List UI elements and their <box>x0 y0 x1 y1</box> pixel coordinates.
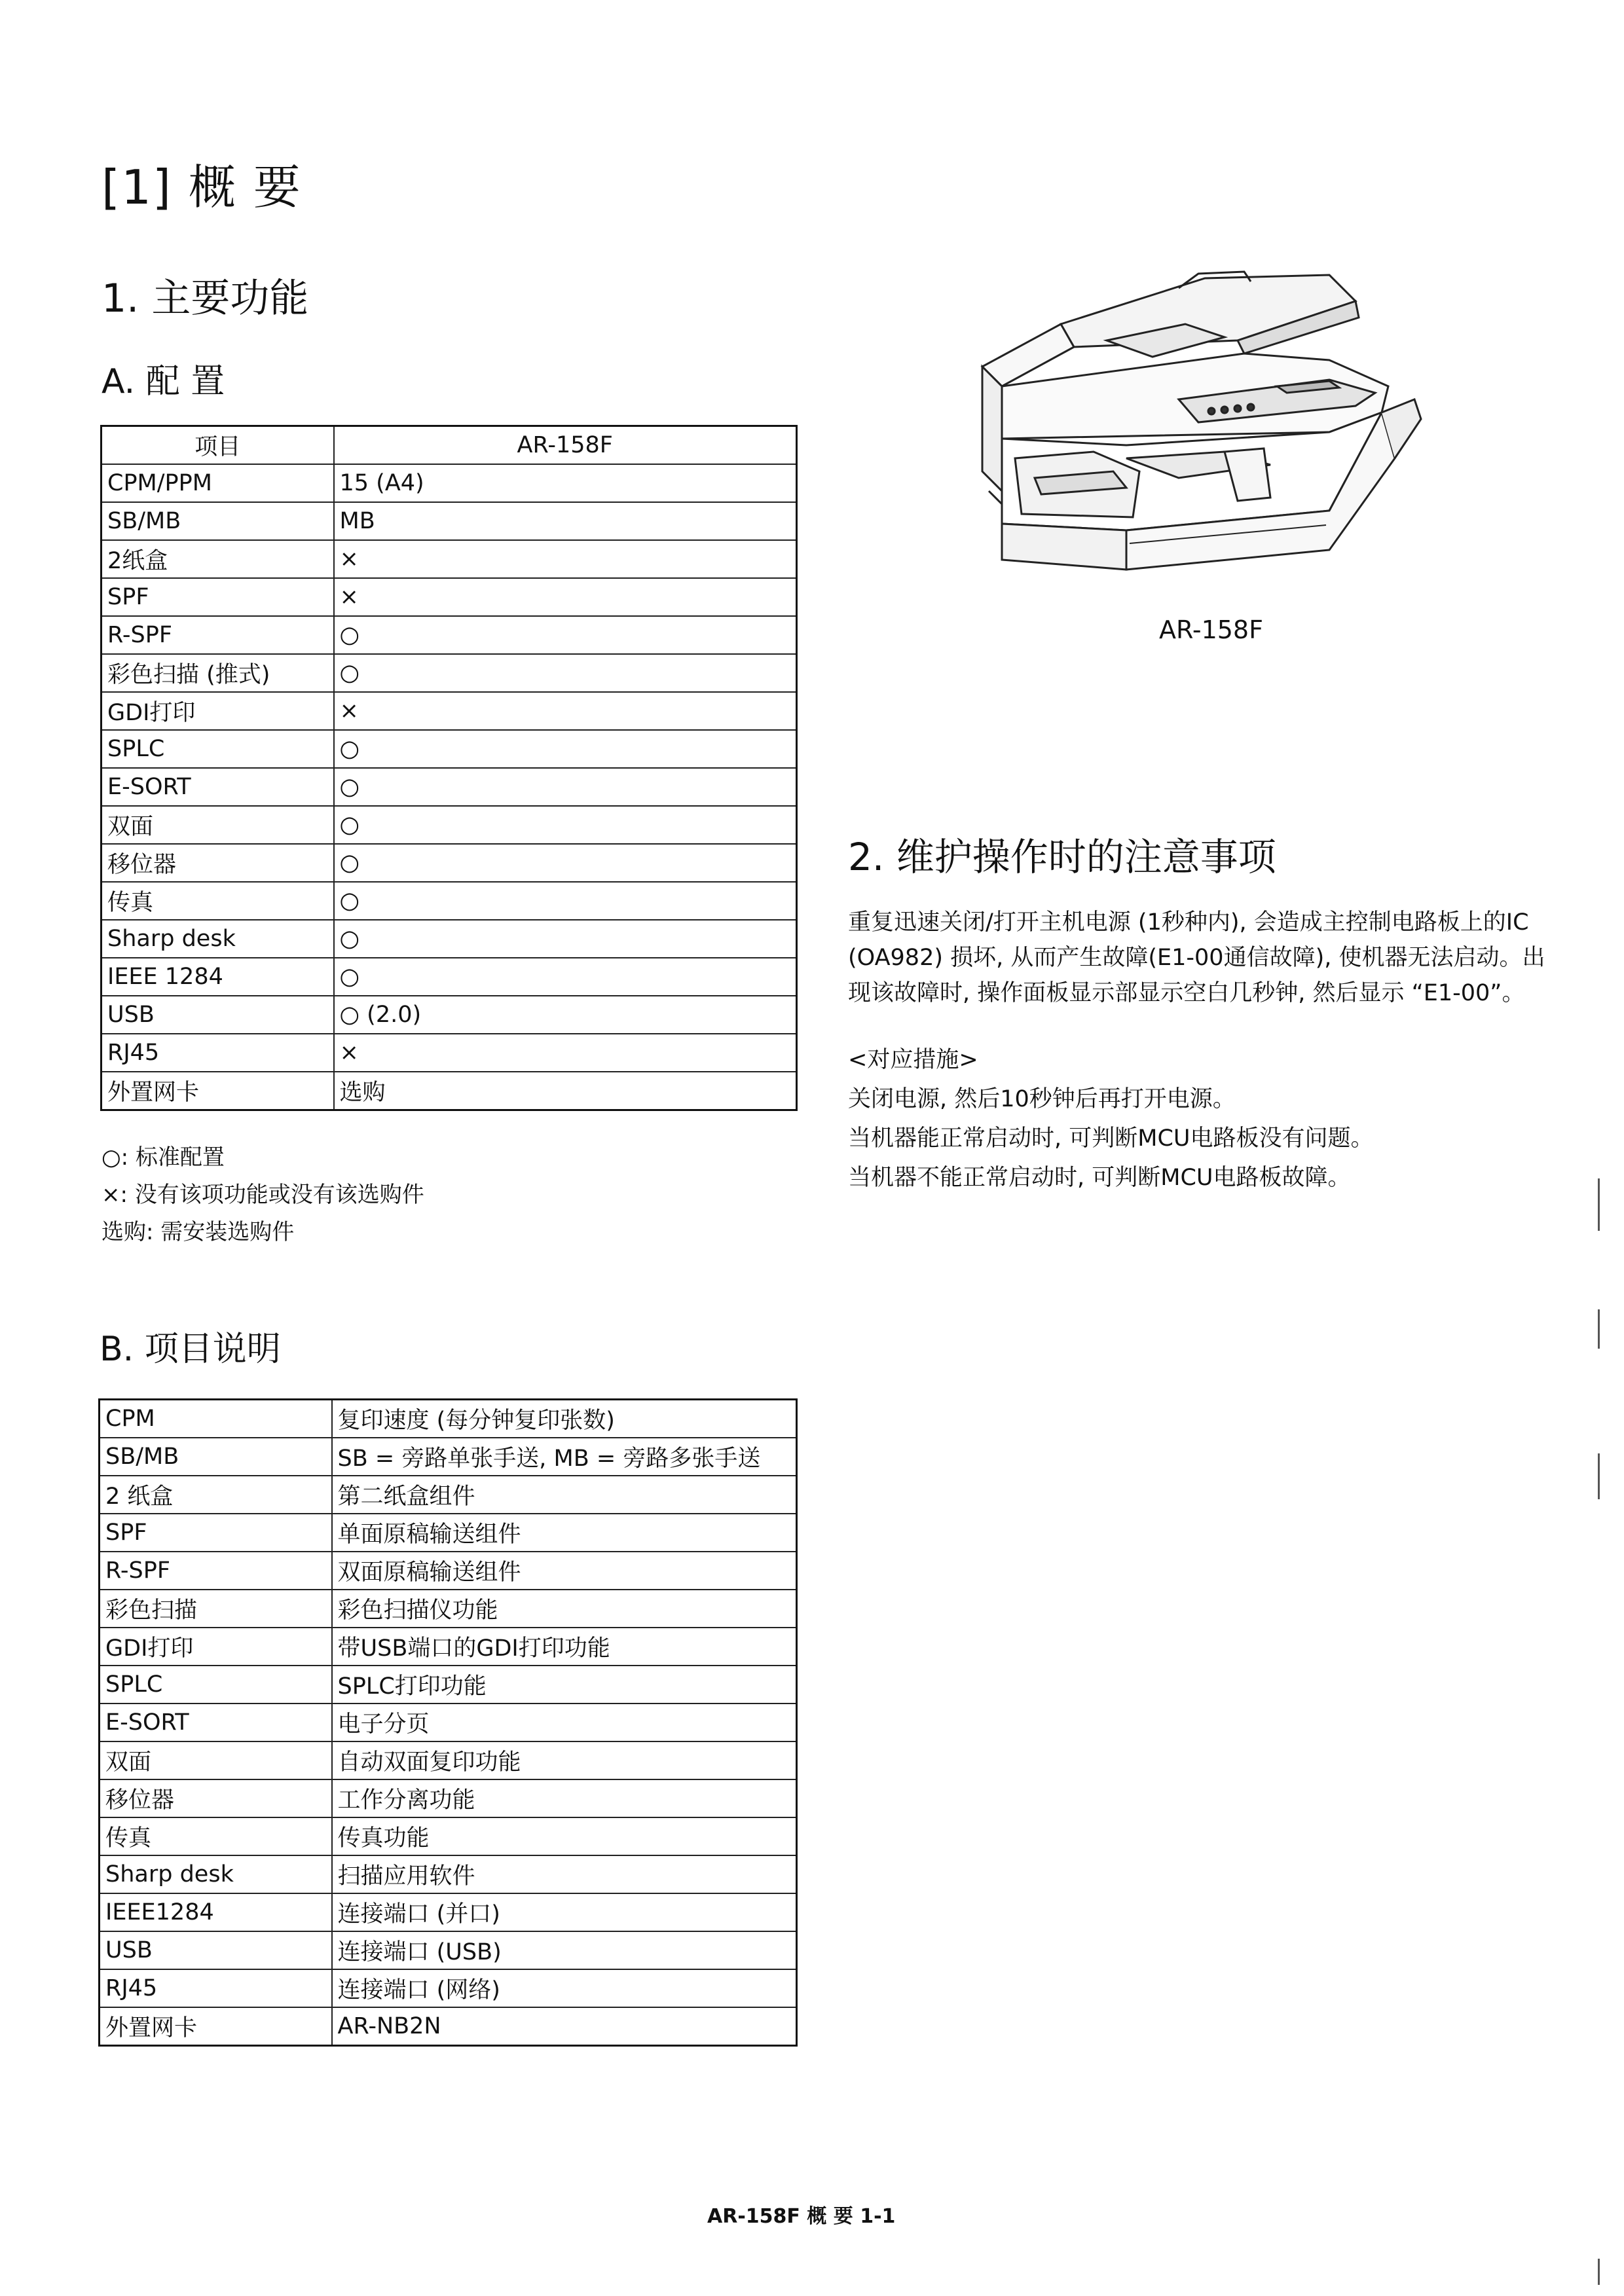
table-row <box>101 844 797 882</box>
scan-mark <box>1598 1309 1600 1349</box>
table-row <box>100 1476 797 1514</box>
item-name-cell: CPM/PPM <box>101 464 334 502</box>
countermeasure-normal: 当机器能正常启动时, 可判断MCU电路板没有问题。 <box>848 1125 1374 1152</box>
item-value-cell: ○ <box>334 768 797 806</box>
item-value-cell: 连接端口 (USB) <box>332 1931 797 1969</box>
item-name-cell: SPF <box>101 578 334 616</box>
printer-illustration <box>963 262 1434 602</box>
table-row <box>101 654 797 692</box>
item-name-cell: E-SORT <box>100 1704 332 1741</box>
item-value-cell: 连接端口 (并口) <box>332 1893 797 1931</box>
countermeasure-fault: 当机器不能正常启动时, 可判断MCU电路板故障。 <box>848 1165 1351 1191</box>
scan-mark <box>1598 1453 1600 1499</box>
table-row <box>100 1666 797 1704</box>
item-value-cell: 双面原稿输送组件 <box>332 1552 797 1590</box>
item-name-cell: IEEE1284 <box>100 1893 332 1931</box>
item-name-cell: IEEE 1284 <box>101 958 334 996</box>
item-name-cell: 传真 <box>101 882 334 920</box>
item-name-cell: SPLC <box>100 1666 332 1704</box>
scan-mark <box>1598 1178 1600 1231</box>
table-row <box>100 1514 797 1552</box>
item-value-cell: 彩色扫描仪功能 <box>332 1590 797 1628</box>
table-row <box>100 1438 797 1476</box>
item-name-cell: 2 纸盒 <box>100 1476 332 1514</box>
section-1-title: 1. 主要功能 <box>101 276 309 321</box>
table-row <box>101 540 797 578</box>
item-value-cell: 传真功能 <box>332 1817 797 1855</box>
legend-option: 选购: 需安装选购件 <box>101 1219 295 1245</box>
item-value-cell: SPLC打印功能 <box>332 1666 797 1704</box>
item-value-cell: 15 (A4) <box>334 464 797 502</box>
item-value-cell: MB <box>334 502 797 540</box>
table-row <box>101 730 797 768</box>
item-value-cell: × <box>334 692 797 730</box>
item-value-cell: × <box>334 578 797 616</box>
item-name-cell: USB <box>101 996 334 1034</box>
item-value-cell: ○ <box>334 654 797 692</box>
item-value-cell: ○ <box>334 920 797 958</box>
item-value-cell: ○ <box>334 616 797 654</box>
subsection-b-title: B. 项目说明 <box>100 1330 281 1369</box>
item-name-cell: Sharp desk <box>100 1855 332 1893</box>
item-name-cell: 彩色扫描 (推式) <box>101 654 334 692</box>
table-row <box>101 920 797 958</box>
table-row <box>101 616 797 654</box>
item-name-cell: CPM <box>100 1400 332 1438</box>
table-row <box>100 1400 797 1438</box>
item-value-cell: 自动双面复印功能 <box>332 1741 797 1779</box>
countermeasure-step: 关闭电源, 然后10秒钟后再打开电源。 <box>848 1086 1236 1112</box>
item-name-cell: R-SPF <box>101 616 334 654</box>
table-row <box>100 1552 797 1590</box>
item-value-cell: 工作分离功能 <box>332 1779 797 1817</box>
item-value-cell: ○ <box>334 958 797 996</box>
item-value-cell: ○ <box>334 882 797 920</box>
item-name-cell: 传真 <box>100 1817 332 1855</box>
item-value-cell: SB = 旁路单张手送, MB = 旁路多张手送 <box>332 1438 797 1476</box>
item-description-table <box>98 1398 798 2047</box>
item-name-cell: RJ45 <box>101 1034 334 1072</box>
item-value-cell: AR-NB2N <box>332 2007 797 2046</box>
item-name-cell: 外置网卡 <box>100 2007 332 2046</box>
subsection-a-title: A. 配 置 <box>101 362 225 401</box>
table-row <box>101 768 797 806</box>
item-value-cell: ○ <box>334 806 797 844</box>
item-name-cell: SB/MB <box>100 1438 332 1476</box>
table-row <box>101 996 797 1034</box>
item-value-cell: 第二纸盒组件 <box>332 1476 797 1514</box>
item-name-cell: Sharp desk <box>101 920 334 958</box>
page-footer: AR-158F 概 要 1-1 <box>707 2205 896 2228</box>
chapter-title: [1] 概 要 <box>101 160 302 215</box>
table-row <box>101 692 797 730</box>
item-name-cell: RJ45 <box>100 1969 332 2007</box>
table-row <box>100 1817 797 1855</box>
table-row <box>100 1741 797 1779</box>
item-value-cell: 电子分页 <box>332 1704 797 1741</box>
item-name-cell: 双面 <box>101 806 334 844</box>
item-value-cell: ○ (2.0) <box>334 996 797 1034</box>
table-row <box>101 1072 797 1110</box>
item-name-cell: 移位器 <box>100 1779 332 1817</box>
item-value-cell: 连接端口 (网络) <box>332 1969 797 2007</box>
item-name-cell: E-SORT <box>101 768 334 806</box>
table-row <box>100 1855 797 1893</box>
item-name-cell: 彩色扫描 <box>100 1590 332 1628</box>
countermeasure-heading: <对应措施> <box>848 1047 978 1073</box>
item-value-cell: 带USB端口的GDI打印功能 <box>332 1628 797 1666</box>
item-value-cell: 扫描应用软件 <box>332 1855 797 1893</box>
table-row <box>101 806 797 844</box>
section-2-paragraph: 重复迅速关闭/打开主机电源 (1秒种内), 会造成主控制电路板上的IC (OA982) 损坏, 从而产生故障(E1-00通信故障), 使机器无法启动。出现该故障时, 操作面板显示部显示空白几秒钟, 然后显示 “E1-00”。 <box>848 909 1545 1006</box>
item-name-cell: GDI打印 <box>100 1628 332 1666</box>
item-name-cell: R-SPF <box>100 1552 332 1590</box>
table-row <box>100 1931 797 1969</box>
item-name-cell: SB/MB <box>101 502 334 540</box>
item-name-cell: GDI打印 <box>101 692 334 730</box>
table-row <box>100 1779 797 1817</box>
table-row <box>100 1704 797 1741</box>
printer-caption: AR-158F <box>1159 615 1263 644</box>
table-row <box>100 2007 797 2046</box>
table-row <box>100 1969 797 2007</box>
item-name-cell: USB <box>100 1931 332 1969</box>
item-name-cell: SPF <box>100 1514 332 1552</box>
table-header-row <box>101 426 797 465</box>
table-row <box>101 882 797 920</box>
table-row <box>101 958 797 996</box>
table-row <box>101 578 797 616</box>
item-value-cell: × <box>334 1034 797 1072</box>
table-row <box>100 1628 797 1666</box>
item-value-cell: ○ <box>334 844 797 882</box>
legend-standard: ○: 标准配置 <box>101 1144 225 1171</box>
item-name-cell: 2纸盒 <box>101 540 334 578</box>
table-row <box>100 1590 797 1628</box>
configuration-table <box>100 425 798 1111</box>
item-value-cell: ○ <box>334 730 797 768</box>
item-name-cell: SPLC <box>101 730 334 768</box>
item-value-cell: 复印速度 (每分钟复印张数) <box>332 1400 797 1438</box>
item-value-cell: 选购 <box>334 1072 797 1110</box>
header-model: AR-158F <box>334 426 797 465</box>
section-2-title: 2. 维护操作时的注意事项 <box>848 835 1276 879</box>
legend-not-available: ×: 没有该项功能或没有该选购件 <box>101 1182 424 1208</box>
table-row <box>100 1893 797 1931</box>
header-item: 项目 <box>101 426 334 465</box>
item-value-cell: × <box>334 540 797 578</box>
table-row <box>101 502 797 540</box>
table-row <box>101 464 797 502</box>
item-name-cell: 双面 <box>100 1741 332 1779</box>
table-row <box>101 1034 797 1072</box>
item-name-cell: 移位器 <box>101 844 334 882</box>
scan-mark <box>1598 2259 1600 2285</box>
item-value-cell: 单面原稿输送组件 <box>332 1514 797 1552</box>
item-name-cell: 外置网卡 <box>101 1072 334 1110</box>
